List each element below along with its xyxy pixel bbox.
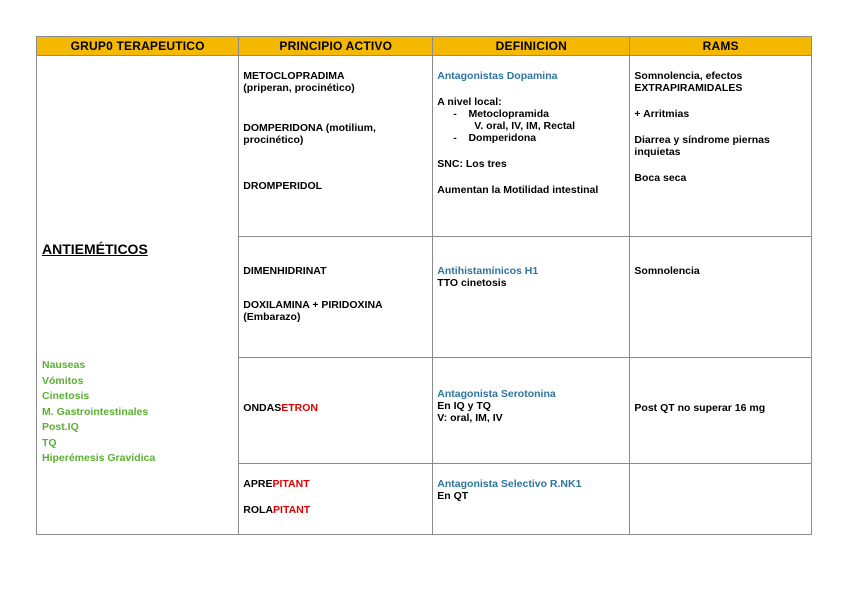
definition-text: En IQ y TQ	[437, 400, 491, 412]
rams-cell	[630, 56, 812, 237]
drug-name: DIMENHIDRINAT	[243, 265, 327, 277]
rams-text: + Arritmias	[634, 108, 690, 120]
definition-cell	[433, 464, 630, 535]
definition-cell	[433, 56, 630, 237]
definition-text: TTO cinetosis	[437, 277, 507, 289]
rams-text: Somnolencia, efectos EXTRAPIRAMIDALES	[634, 70, 743, 94]
definition-text: SNC: Los tres	[437, 158, 507, 170]
definition-text: Aumentan la Motilidad intestinal	[437, 184, 599, 196]
rams-text: Post QT no superar 16 mg	[634, 402, 766, 414]
drug-name: ROLAPITANT	[243, 504, 311, 516]
table-row	[37, 56, 812, 237]
symptom-item: Post.IQ	[42, 421, 79, 433]
symptom-item: M. Gastrointestinales	[42, 405, 149, 418]
definition-text: V: oral, IM, IV	[437, 412, 503, 424]
symptom-item: TQ	[42, 436, 57, 449]
rams-text: Diarrea y síndrome piernas inquietas	[634, 134, 770, 158]
drug-name: METOCLOPRADIMA (priperan, procinético)	[243, 70, 355, 94]
definition-title: Antagonistas Dopamina	[437, 70, 558, 82]
definition-text: En QT	[437, 490, 469, 502]
symptom-item: Vómitos	[42, 374, 84, 387]
symptom-item: Hiperémesis Gravídica	[42, 452, 156, 464]
rams-cell	[630, 358, 812, 464]
rams-cell	[630, 237, 812, 358]
drug-name: DROMPERIDOL	[243, 180, 323, 192]
definition-cell	[433, 358, 630, 464]
definition-text: V. oral, IV, IM, Rectal	[474, 120, 576, 132]
drug-cell	[239, 237, 433, 358]
drug-name: APREPITANT	[243, 478, 310, 490]
definition-bullet: - Domperidona	[453, 132, 537, 144]
definition-title: Antihistamínicos H1	[437, 265, 539, 277]
symptom-item: Nauseas	[42, 359, 86, 371]
header-rams: RAMS	[630, 37, 812, 56]
definition-cell	[433, 237, 630, 358]
drug-name: DOXILAMINA + PIRIDOXINA (Embarazo)	[243, 299, 383, 323]
drug-name: DOMPERIDONA (motilium, procinético)	[243, 122, 376, 146]
definition-bullet: - Metoclopramida	[453, 108, 549, 120]
drug-cell	[239, 464, 433, 535]
therapeutic-table	[36, 36, 812, 535]
drug-cell	[239, 358, 433, 464]
header-row	[37, 37, 812, 56]
definition-text: A nivel local:	[437, 96, 502, 108]
rams-text: Boca seca	[634, 172, 687, 184]
drug-name: ONDASETRON	[243, 402, 318, 414]
definition-title: Antagonista Selectivo R.NK1	[437, 478, 582, 490]
symptom-item: Cinetosis	[42, 390, 90, 402]
header-active-principle: PRINCIPIO ACTIVO	[239, 37, 433, 56]
header-group: GRUP0 TERAPEUTICO	[37, 37, 239, 56]
group-title: ANTIEMÉTICOS	[42, 241, 148, 257]
group-cell	[37, 56, 239, 535]
header-definition: DEFINICION	[433, 37, 630, 56]
symptom-list	[42, 358, 155, 467]
rams-cell	[630, 464, 812, 535]
definition-title: Antagonista Serotonina	[437, 388, 556, 400]
drug-cell	[239, 56, 433, 237]
rams-text: Somnolencia	[634, 265, 700, 277]
